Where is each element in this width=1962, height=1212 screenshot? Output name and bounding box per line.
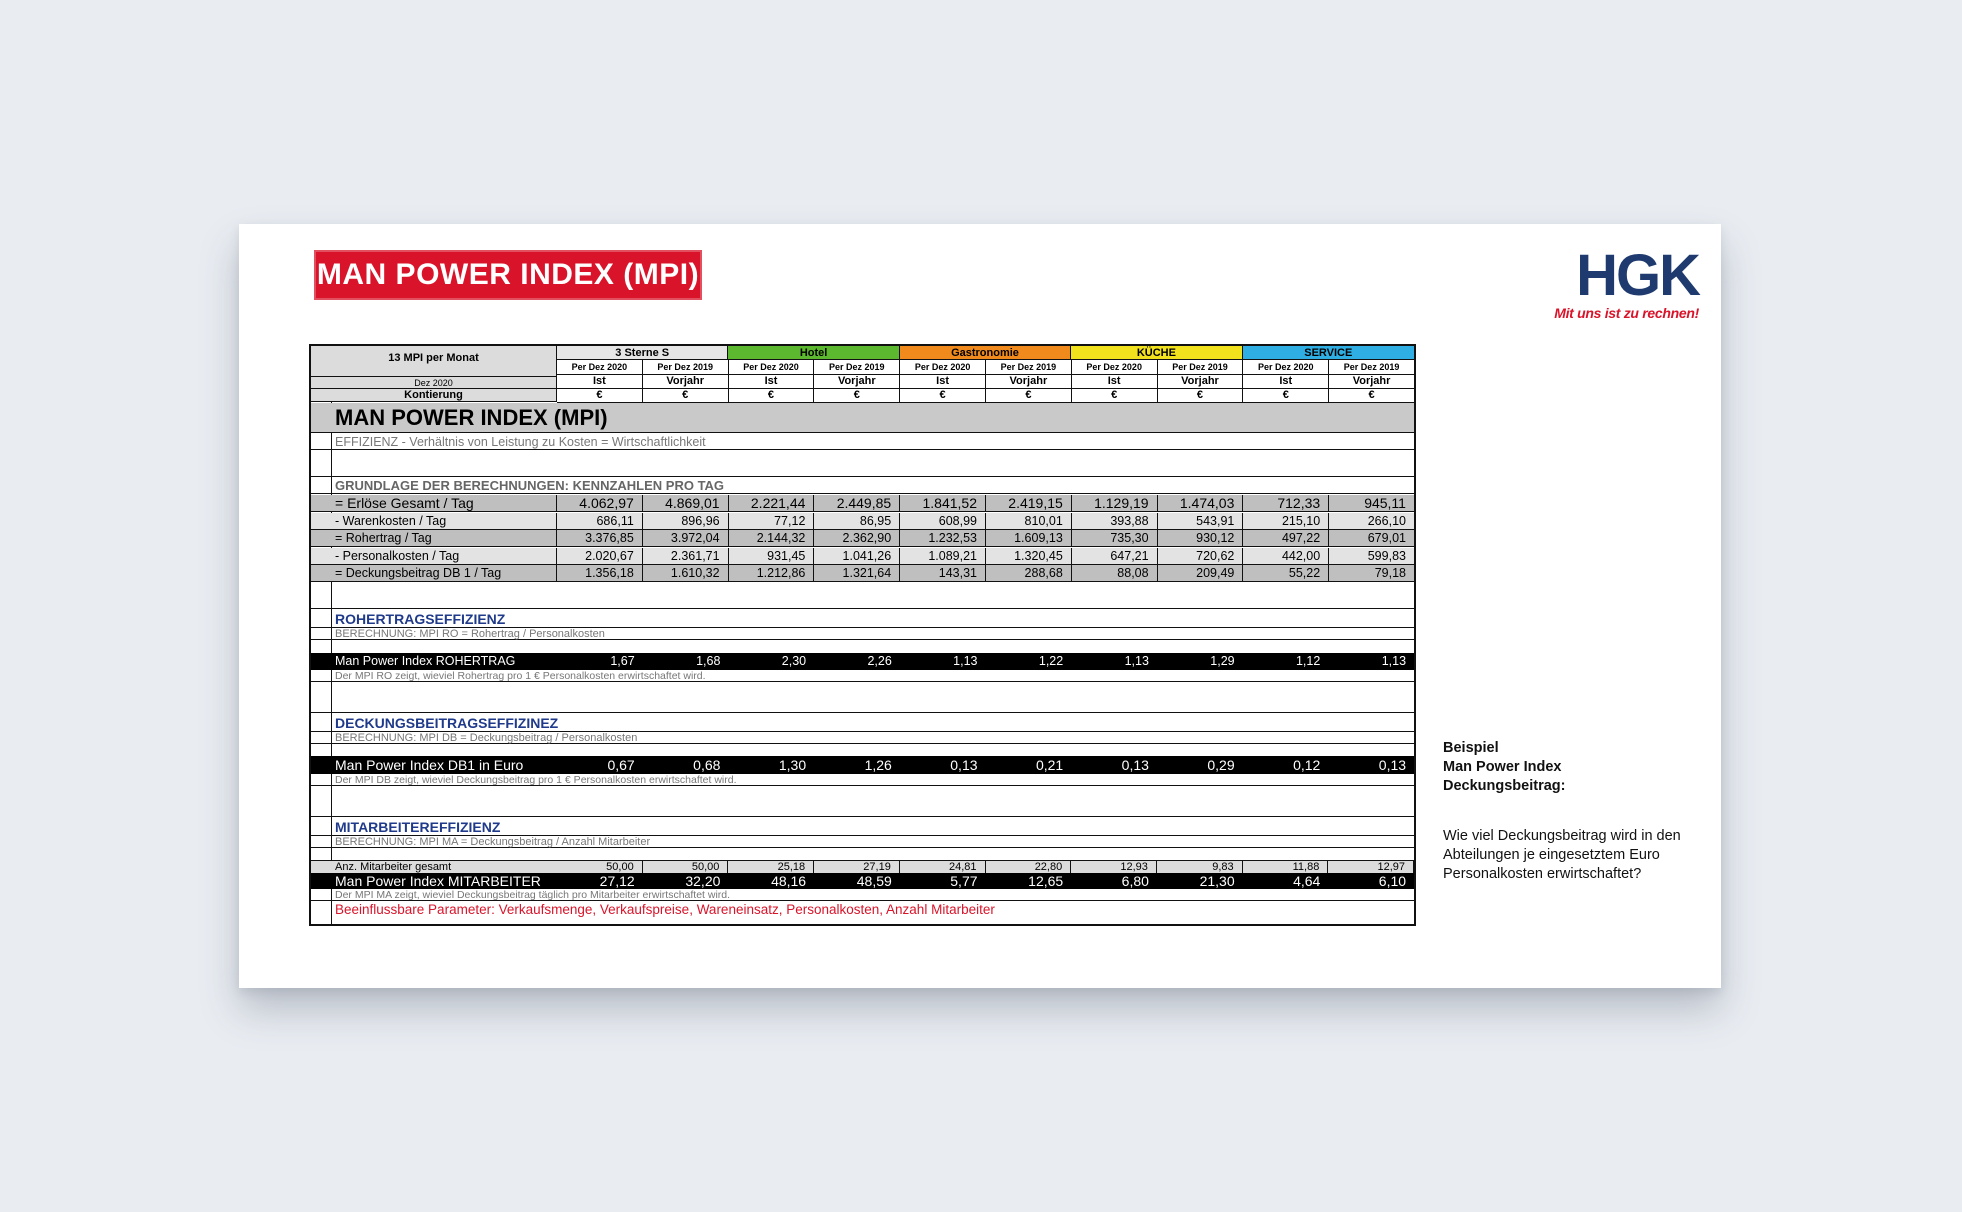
mpi-spreadsheet bbox=[309, 344, 1416, 926]
side-bold-1: Beispiel bbox=[1443, 740, 1499, 756]
mpi-value: 1,13 bbox=[1381, 654, 1407, 668]
basis-row bbox=[311, 565, 1414, 582]
basis-value: 1.041,26 bbox=[814, 548, 900, 564]
basis-value: 4.062,97 bbox=[557, 495, 643, 511]
mpi-value: 1,13 bbox=[953, 654, 978, 668]
type-label: Vorjahr bbox=[814, 374, 900, 388]
mpi-value: 0,12 bbox=[1293, 757, 1321, 773]
currency-label: € bbox=[1158, 388, 1244, 402]
basis-row bbox=[311, 495, 1414, 512]
mpi-value: 4,64 bbox=[1293, 873, 1321, 889]
mpi-value: 0,13 bbox=[1121, 757, 1149, 773]
corner-line1: 13 MPI per Monat bbox=[388, 352, 479, 364]
period-label: Per Dez 2019 bbox=[1158, 360, 1244, 374]
basis-value: 1.356,18 bbox=[557, 565, 643, 581]
type-label: Ist bbox=[1243, 374, 1329, 388]
mpi-value: 24,81 bbox=[900, 861, 986, 873]
basis-row bbox=[311, 513, 1414, 530]
spacer-row bbox=[311, 683, 1414, 713]
currency-label: € bbox=[900, 388, 986, 402]
mpi-value: 0,21 bbox=[1035, 757, 1064, 773]
period-label: Per Dez 2020 bbox=[729, 360, 815, 374]
currency-row bbox=[557, 388, 1414, 403]
ma-note: Der MPI MA zeigt, wieviel Deckungsbeitrag täglich pro Mitarbeiter erwirtschaftet wird. bbox=[311, 889, 1414, 901]
mpi-value: 2,30 bbox=[781, 654, 807, 668]
column-headers bbox=[557, 346, 1414, 402]
type-label: Ist bbox=[729, 374, 815, 388]
type-label: Ist bbox=[1072, 374, 1158, 388]
db-note: Der MPI DB zeigt, wieviel Deckungsbeitrag pro 1 € Personalkosten erwirtschaftet wird. bbox=[311, 774, 1414, 786]
subtitle: EFFIZIENZ - Verhältnis von Leistung zu Kosten = Wirtschaftlichkeit bbox=[311, 434, 1414, 450]
period-label: Per Dez 2019 bbox=[986, 360, 1072, 374]
mpi-value: 50,00 bbox=[643, 861, 729, 873]
basis-value: 2.020,67 bbox=[557, 548, 643, 564]
currency-label: € bbox=[729, 388, 815, 402]
logo-mark: HGK bbox=[1576, 243, 1699, 308]
parameters-line: Beeinflussbare Parameter: Verkaufsmenge, Verkaufspreise, Wareneinsatz, Personalkosten, Anzahl Mitarbeiter bbox=[335, 902, 995, 917]
group-header-0: 3 Sterne S bbox=[557, 346, 728, 360]
basis-value: 79,18 bbox=[1374, 566, 1406, 580]
basis-value: 1.841,52 bbox=[900, 495, 986, 511]
slide bbox=[239, 224, 1721, 988]
mpi-value: 9,83 bbox=[1157, 861, 1243, 873]
mpi-value: 27,12 bbox=[599, 873, 635, 889]
basis-value: 1.212,86 bbox=[729, 565, 815, 581]
basis-value: 88,08 bbox=[1072, 565, 1158, 581]
ro-row bbox=[311, 653, 1414, 670]
corner-line2: Dez 2020 bbox=[311, 376, 556, 389]
basis-row-label: = Erlöse Gesamt / Tag bbox=[331, 495, 557, 511]
main-title: MAN POWER INDEX (MPI) bbox=[311, 403, 1414, 433]
currency-label: € bbox=[643, 388, 729, 402]
period-label: Per Dez 2020 bbox=[557, 360, 643, 374]
period-label: Per Dez 2019 bbox=[814, 360, 900, 374]
mpi-value: 1,26 bbox=[864, 757, 892, 773]
ro-note: Der MPI RO zeigt, wieviel Rohertrag pro 1 € Personalkosten erwirtschaftet wird. bbox=[311, 670, 1414, 682]
ma-row bbox=[311, 873, 1414, 889]
mpi-value: 25,18 bbox=[728, 861, 814, 873]
basis-value: 930,12 bbox=[1158, 530, 1244, 546]
basis-row-label: = Rohertrag / Tag bbox=[331, 530, 557, 546]
mpi-value: 11,88 bbox=[1243, 861, 1329, 873]
mpi-value: 21,30 bbox=[1199, 873, 1235, 889]
basis-value: 1.320,45 bbox=[986, 548, 1072, 564]
type-label: Ist bbox=[900, 374, 986, 388]
header-block bbox=[311, 346, 1414, 402]
basis-value: 2.361,71 bbox=[643, 548, 729, 564]
mpi-value: 12,65 bbox=[1028, 873, 1064, 889]
basis-value: 2.419,15 bbox=[986, 495, 1072, 511]
currency-label: € bbox=[814, 388, 900, 402]
period-row bbox=[557, 360, 1414, 375]
basis-value: 497,22 bbox=[1243, 530, 1329, 546]
spacer-row bbox=[311, 787, 1414, 817]
type-label: Vorjahr bbox=[1158, 374, 1244, 388]
period-label: Per Dez 2020 bbox=[1243, 360, 1329, 374]
mpi-value: 32,20 bbox=[685, 873, 721, 889]
mpi-value: 1,30 bbox=[778, 757, 807, 773]
mpi-value: 0,67 bbox=[607, 757, 635, 773]
basis-value: 215,10 bbox=[1243, 513, 1329, 529]
basis-value: 393,88 bbox=[1072, 513, 1158, 529]
basis-value: 931,45 bbox=[729, 548, 815, 564]
mpi-value: 0,68 bbox=[693, 757, 721, 773]
mpi-value: 0,29 bbox=[1207, 757, 1235, 773]
mpi-value: 6,10 bbox=[1378, 873, 1407, 889]
basis-value: 2.144,32 bbox=[729, 530, 815, 546]
basis-value: 3.376,85 bbox=[557, 530, 643, 546]
basis-value: 735,30 bbox=[1072, 530, 1158, 546]
basis-value: 720,62 bbox=[1158, 548, 1244, 564]
side-bold-3: Deckungsbeitrag: bbox=[1443, 778, 1566, 794]
mpi-row-label: Man Power Index MITARBEITER bbox=[335, 873, 541, 889]
basis-value: 55,22 bbox=[1243, 565, 1329, 581]
type-label: Vorjahr bbox=[1352, 375, 1391, 387]
basis-value: 2.449,85 bbox=[814, 495, 900, 511]
mpi-value: 48,59 bbox=[856, 873, 892, 889]
basis-value: 2.221,44 bbox=[729, 495, 815, 511]
period-label: Per Dez 2019 bbox=[1343, 362, 1400, 372]
basis-value: 1.321,64 bbox=[814, 565, 900, 581]
basis-value: 288,68 bbox=[986, 565, 1072, 581]
mpi-value: 5,77 bbox=[950, 873, 978, 889]
currency-label: € bbox=[1243, 388, 1329, 402]
basis-value: 810,01 bbox=[986, 513, 1072, 529]
period-label: Per Dez 2020 bbox=[1072, 360, 1158, 374]
mpi-value: 1,29 bbox=[1210, 654, 1235, 668]
basis-value: 4.869,01 bbox=[643, 495, 729, 511]
basis-value: 945,11 bbox=[1364, 495, 1406, 511]
basis-value: 1.474,03 bbox=[1158, 495, 1244, 511]
mpi-value: 1,67 bbox=[610, 654, 635, 668]
ma-formula: BERECHNUNG: MPI MA = Deckungsbeitrag / Anzahl Mitarbeiter bbox=[311, 835, 1414, 848]
basis-value: 442,00 bbox=[1243, 548, 1329, 564]
currency-label: € bbox=[986, 388, 1072, 402]
basis-value: 1.610,32 bbox=[643, 565, 729, 581]
currency-label: € bbox=[1368, 389, 1375, 401]
currency-label: € bbox=[1072, 388, 1158, 402]
corner-line3: Kontierung bbox=[311, 388, 556, 402]
basis-value: 647,21 bbox=[1072, 548, 1158, 564]
period-label: Per Dez 2020 bbox=[900, 360, 986, 374]
mpi-value: 12,97 bbox=[1328, 861, 1414, 873]
hgk-logo bbox=[1554, 243, 1699, 321]
basis-value: 2.362,90 bbox=[814, 530, 900, 546]
basis-value: 1.089,21 bbox=[900, 548, 986, 564]
type-label: Ist bbox=[557, 374, 643, 388]
basis-value: 3.972,04 bbox=[643, 530, 729, 546]
type-row bbox=[557, 374, 1414, 389]
basis-row-label: = Deckungsbeitrag DB 1 / Tag bbox=[331, 565, 557, 581]
db-title: DECKUNGSBEITRAGSEFFIZINEZ bbox=[335, 715, 559, 731]
basis-value: 608,99 bbox=[900, 513, 986, 529]
group-header-3: KÜCHE bbox=[1071, 346, 1242, 360]
basis-value: 679,01 bbox=[1367, 531, 1406, 545]
basis-value: 1.609,13 bbox=[986, 530, 1072, 546]
mpi-value: 22,80 bbox=[986, 861, 1072, 873]
basis-row bbox=[311, 548, 1414, 565]
group-header-4: SERVICE bbox=[1243, 346, 1414, 360]
basis-value: 1.129,19 bbox=[1072, 495, 1158, 511]
corner-cell bbox=[311, 346, 557, 402]
mpi-value: 6,80 bbox=[1121, 873, 1149, 889]
ma-count-row bbox=[311, 860, 1414, 873]
group-header-1: Hotel bbox=[728, 346, 899, 360]
basis-value: 77,12 bbox=[729, 513, 815, 529]
group-header-2: Gastronomie bbox=[900, 346, 1071, 360]
basis-value: 143,31 bbox=[900, 565, 986, 581]
ro-title: ROHERTRAGSEFFIZIENZ bbox=[335, 611, 506, 627]
basis-value: 266,10 bbox=[1367, 513, 1406, 528]
side-description bbox=[1443, 739, 1683, 884]
side-body: Wie viel Deckungsbeitrag wird in den Abteilungen je eingesetztem Euro Personalkosten erwirtschaftet? bbox=[1443, 828, 1681, 882]
mpi-value: 48,16 bbox=[771, 873, 807, 889]
basis-value: 1.232,53 bbox=[900, 530, 986, 546]
mpi-value: 1,68 bbox=[696, 654, 721, 668]
spacer-row bbox=[311, 451, 1414, 477]
side-bold-2: Man Power Index bbox=[1443, 759, 1562, 775]
mpi-value: 1,13 bbox=[1124, 654, 1149, 668]
mpi-value: 1,22 bbox=[1038, 654, 1064, 668]
basis-value: 86,95 bbox=[814, 513, 900, 529]
mpi-value: 0,13 bbox=[950, 757, 978, 773]
basis-row-label: - Warenkosten / Tag bbox=[331, 513, 557, 529]
currency-label: € bbox=[557, 388, 643, 402]
mpi-row-label: Anz. Mitarbeiter gesamt bbox=[335, 861, 452, 873]
db-row bbox=[311, 756, 1414, 774]
mpi-row-label: Man Power Index DB1 in Euro bbox=[335, 757, 524, 773]
mpi-value: 12,93 bbox=[1071, 861, 1157, 873]
mpi-value: 27,19 bbox=[814, 861, 900, 873]
basis-value: 896,96 bbox=[643, 513, 729, 529]
basis-value: 543,91 bbox=[1158, 513, 1244, 529]
basis-value: 686,11 bbox=[557, 513, 643, 529]
basis-value: 712,33 bbox=[1243, 495, 1329, 511]
basis-value: 209,49 bbox=[1158, 565, 1244, 581]
basis-title: GRUNDLAGE DER BERECHNUNGEN: KENNZAHLEN PRO TAG bbox=[311, 478, 1414, 494]
basis-row bbox=[311, 530, 1414, 547]
type-label: Vorjahr bbox=[986, 374, 1072, 388]
mpi-value: 50,00 bbox=[557, 861, 643, 873]
mpi-value: 2,26 bbox=[867, 654, 892, 668]
spacer-row bbox=[311, 583, 1414, 609]
basis-row-label: - Personalkosten / Tag bbox=[331, 548, 557, 564]
ma-title: MITARBEITEREFFIZIENZ bbox=[335, 819, 501, 835]
basis-value: 599,83 bbox=[1367, 548, 1406, 563]
mpi-value: 1,12 bbox=[1295, 654, 1321, 668]
period-label: Per Dez 2019 bbox=[643, 360, 729, 374]
db-formula: BERECHNUNG: MPI DB = Deckungsbeitrag / Personalkosten bbox=[311, 731, 1414, 744]
type-label: Vorjahr bbox=[643, 374, 729, 388]
logo-tagline: Mit uns ist zu rechnen! bbox=[1554, 305, 1699, 321]
mpi-value: 0,13 bbox=[1378, 757, 1407, 773]
ro-formula: BERECHNUNG: MPI RO = Rohertrag / Personalkosten bbox=[311, 627, 1414, 640]
mpi-row-label: Man Power Index ROHERTRAG bbox=[335, 654, 516, 668]
title-banner: MAN POWER INDEX (MPI) bbox=[314, 250, 702, 300]
